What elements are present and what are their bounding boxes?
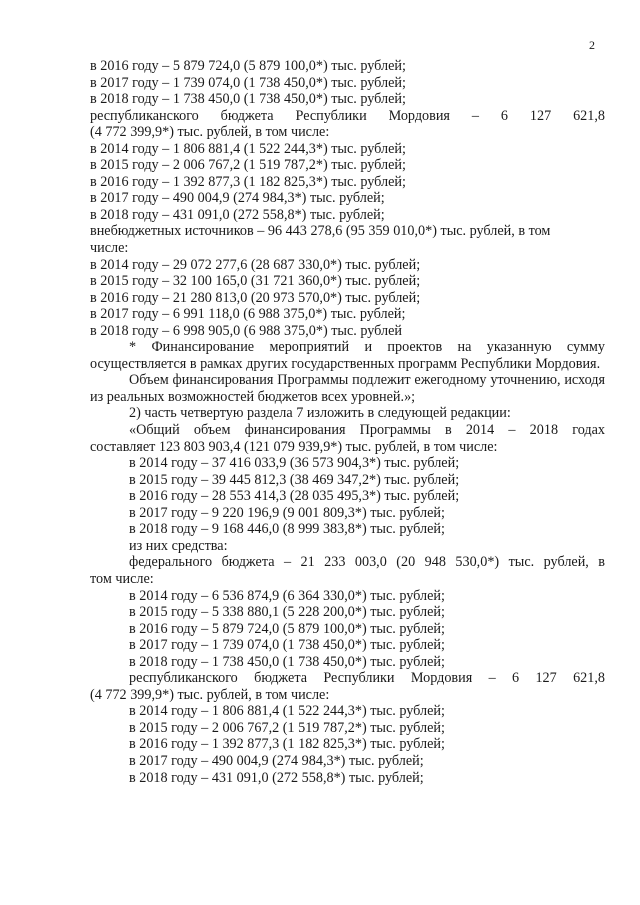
text-line: в 2017 году – 490 004,9 (274 984,3*) тыс. рублей;: [90, 190, 385, 207]
text-line: в 2017 году – 9 220 196,9 (9 001 809,3*) тыс. рублей;: [129, 504, 445, 521]
text-line: (4 772 399,9*) тыс. рублей, в том числе:: [90, 124, 330, 141]
text-line: в 2018 году – 1 738 450,0 (1 738 450,0*) тыс. рублей;: [129, 653, 445, 670]
text-line: в 2016 году – 1 392 877,3 (1 182 825,3*) тыс. рублей;: [90, 173, 406, 190]
text-line: в 2015 году – 2 006 767,2 (1 519 787,2*) тыс. рублей;: [90, 157, 406, 174]
financing-note-paragraph: [90, 372, 605, 405]
text-line: в 2016 году – 5 879 724,0 (5 879 100,0*) тыс. рублей;: [129, 620, 445, 637]
text-line: в 2018 году – 9 168 446,0 (8 999 383,8*) тыс. рублей;: [129, 521, 445, 538]
text-line: федерального бюджета – 21 233 003,0 (20 948 530,0*) тыс. рублей, в: [129, 554, 605, 571]
text-line: в 2014 году – 6 536 874,9 (6 364 330,0*) тыс. рублей;: [129, 587, 445, 604]
text-line: в 2017 году – 490 004,9 (274 984,3*) тыс. рублей;: [129, 752, 424, 769]
footnote-text: * Финансирование мероприятий и проектов на указанную сумму осуществляется в рамках других государственных программ Республики Мордовия.: [90, 339, 605, 372]
text-line: в 2014 году – 37 416 033,9 (36 573 904,3*) тыс. рублей;: [129, 455, 460, 472]
text-line: республиканского бюджета Республики Мордовия – 6 127 621,8: [129, 670, 605, 687]
text-line: в 2018 году – 431 091,0 (272 558,8*) тыс. рублей;: [129, 769, 424, 786]
text-line: числе:: [90, 240, 129, 257]
text-line: составляет 123 803 903,4 (121 079 939,9*) тыс. рублей, в том числе:: [90, 438, 498, 455]
page-number: 2: [589, 38, 595, 52]
text-line: республиканского бюджета Республики Мордовия – 6 127 621,8: [90, 107, 605, 124]
text-line: в 2015 году – 32 100 165,0 (31 721 360,0*) тыс. рублей;: [90, 273, 421, 290]
text-line: в 2017 году – 1 739 074,0 (1 738 450,0*) тыс. рублей;: [129, 637, 445, 654]
financing-note-text: Объем финансирования Программы подлежит ежегодному уточнению, исходя из реальных возможностей бюджетов всех уровней.»;: [90, 372, 605, 405]
text-line: в 2014 году – 1 806 881,4 (1 522 244,3*) тыс. рублей;: [90, 140, 406, 157]
text-line: в 2018 году – 1 738 450,0 (1 738 450,0*) тыс. рублей;: [90, 91, 406, 108]
text-line: в 2016 году – 28 553 414,3 (28 035 495,3*) тыс. рублей;: [129, 488, 460, 505]
text-line: «Общий объем финансирования Программы в 2014 – 2018 годах: [129, 422, 605, 439]
text-line: в 2017 году – 1 739 074,0 (1 738 450,0*) тыс. рублей;: [90, 74, 406, 91]
amendment-item: 2) часть четвертую раздела 7 изложить в следующей редакции:: [129, 405, 511, 422]
document-body: [90, 58, 605, 786]
text-line: из них средства:: [129, 537, 228, 554]
text-line: в 2015 году – 5 338 880,1 (5 228 200,0*) тыс. рублей;: [129, 604, 445, 621]
text-line: в 2014 году – 29 072 277,6 (28 687 330,0*) тыс. рублей;: [90, 256, 421, 273]
text-line: в 2016 году – 21 280 813,0 (20 973 570,0*) тыс. рублей;: [90, 289, 421, 306]
text-line: внебюджетных источников – 96 443 278,6 (95 359 010,0*) тыс. рублей, в том: [90, 223, 551, 240]
text-line: в 2016 году – 5 879 724,0 (5 879 100,0*) тыс. рублей;: [90, 58, 406, 74]
text-line: в 2015 году – 2 006 767,2 (1 519 787,2*) тыс. рублей;: [129, 719, 445, 736]
text-line: в 2016 году – 1 392 877,3 (1 182 825,3*) тыс. рублей;: [129, 736, 445, 753]
text-line: в 2018 году – 6 998 905,0 (6 988 375,0*) тыс. рублей: [90, 322, 403, 339]
text-line: том числе:: [90, 570, 154, 587]
text-line: в 2015 году – 39 445 812,3 (38 469 347,2*) тыс. рублей;: [129, 471, 460, 488]
footnote-paragraph: [90, 339, 605, 372]
text-line: в 2018 году – 431 091,0 (272 558,8*) тыс. рублей;: [90, 206, 385, 223]
text-line: в 2017 году – 6 991 118,0 (6 988 375,0*) тыс. рублей;: [90, 306, 406, 323]
text-line: в 2014 году – 1 806 881,4 (1 522 244,3*) тыс. рублей;: [129, 703, 445, 720]
text-line: (4 772 399,9*) тыс. рублей, в том числе:: [90, 686, 330, 703]
